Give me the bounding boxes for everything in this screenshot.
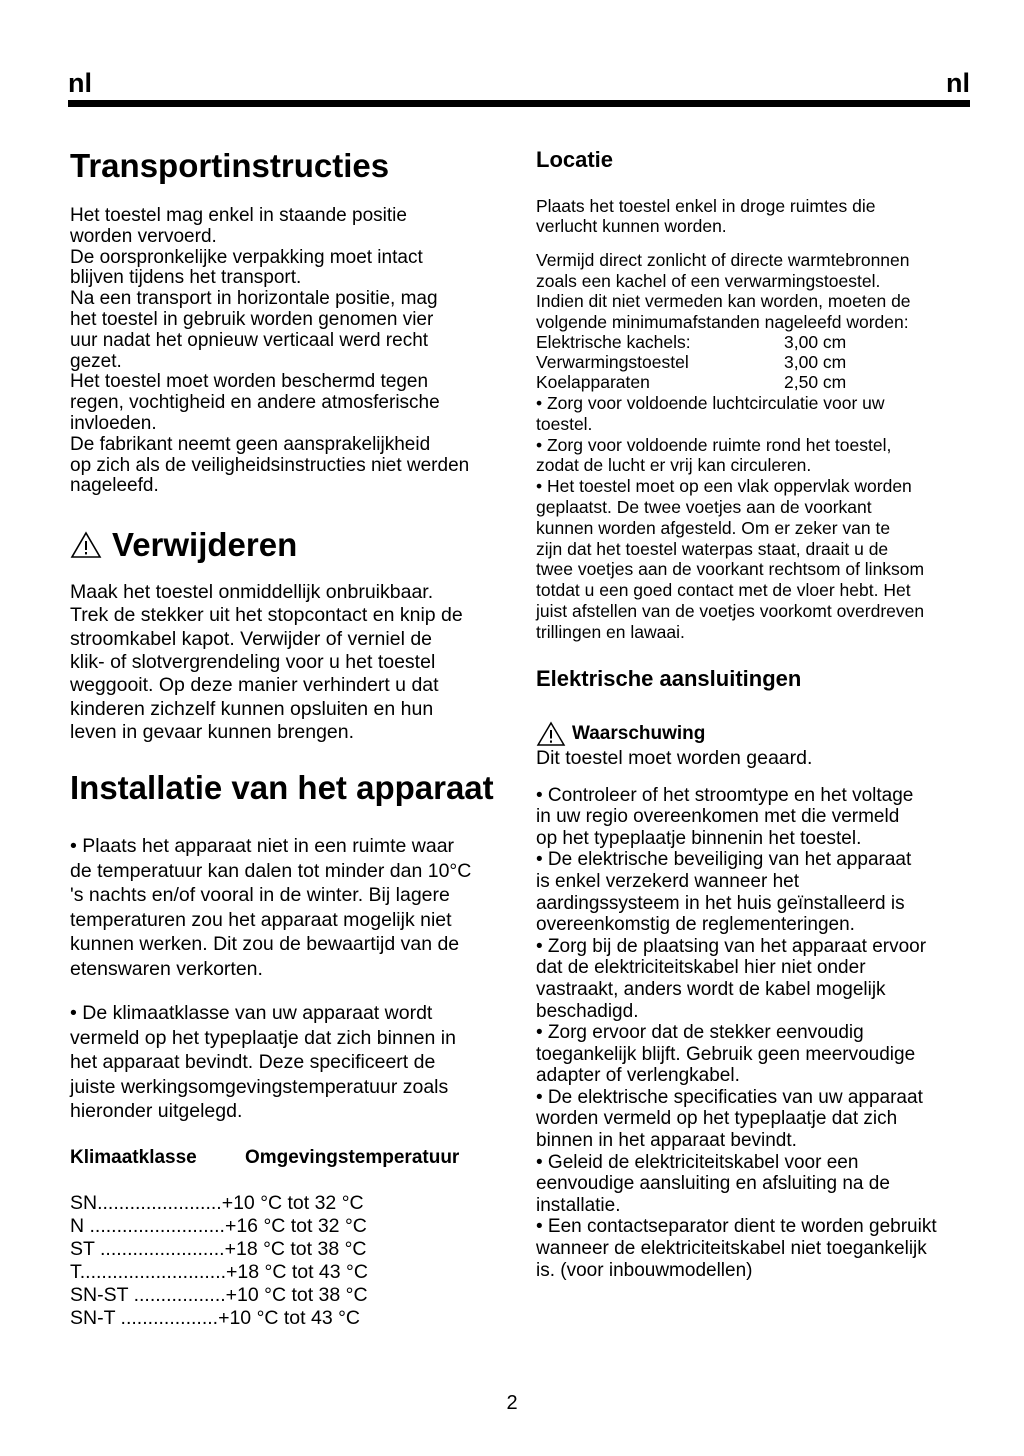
warning-triangle-icon	[70, 531, 102, 559]
climate-row: SN-T ..................+10 °C tot 43 °C	[70, 1306, 360, 1329]
location-text-2: Vermijd direct zonlicht of directe warmtebronnen zoals een kachel of een verwarmingstoestel. Indien dit niet vermeden kan worden, moeten de volgende minimumafstanden nageleefd worden:	[536, 250, 911, 332]
climate-row: ST .......................+18 °C tot 38 °C	[70, 1237, 367, 1260]
distance-row	[536, 332, 976, 352]
climate-header-class: Klimaatklasse	[70, 1146, 197, 1168]
warning-title: Waarschuwing	[572, 722, 706, 744]
install-bullet-2: • De klimaatklasse van uw apparaat wordt vermeld op het typeplaatje dat zich binnen in het apparaat bevindt. Deze specificeert de juiste werkingsomgevingstemperatuur zoals hieronder uitgelegd.	[70, 1002, 456, 1123]
warning-text: Dit toestel moet worden geaard.	[536, 746, 813, 769]
distance-name: Verwarmingstoestel	[536, 352, 689, 372]
transport-text: Het toestel mag enkel in staande positie worden vervoerd. De oorspronkelijke verpakking moet intact blijven tijdens het transport. Na een transport in horizontale positie, mag het toestel in gebruik worden genomen vier uur nadat het opnieuw verticaal werd recht gezet. Het toestel moet worden beschermd tegen regen, vochtigheid en andere atmosferische invloeden. De fabrikant neemt geen aansprakelijkheid op zich als de veiligheidsinstructies niet werden nageleefd.	[70, 205, 470, 497]
warning-triangle-icon	[536, 721, 566, 747]
header-lang-left: nl	[68, 68, 92, 98]
climate-row: N .........................+16 °C tot 32 °C	[70, 1214, 367, 1237]
remove-text: Maak het toestel onmiddellijk onbruikbaar. Trek de stekker uit het stopcontact en knip de stroomkabel kapot. Verwijder of verniel de klik- of slotvergrendeling voor u het toestel weggooit. Op deze manier verhindert u dat kinderen zichzelf kunnen opsluiten en hun leven in gevaar kunnen brengen.	[70, 581, 463, 743]
location-text-1: Plaats het toestel enkel in droge ruimtes die verlucht kunnen worden.	[536, 196, 876, 236]
right-column	[536, 140, 976, 1281]
distance-value: 3,00 cm	[784, 352, 847, 372]
install-title: Installatie van het apparaat	[70, 769, 494, 807]
climate-row: SN.......................+10 °C tot 32 °C	[70, 1191, 364, 1214]
distance-value: 3,00 cm	[784, 332, 847, 352]
climate-row: SN-ST .................+10 °C tot 38 °C	[70, 1283, 368, 1306]
left-column	[70, 140, 510, 1330]
warning-heading	[536, 721, 976, 747]
install-bullet-1: • Plaats het apparaat niet in een ruimte waar de temperatuur kan dalen tot minder dan 10°C 's nachts en/of vooral in de winter. Bij lagere temperaturen zou het apparaat mogelijk niet kunnen werken. Dit zou de bewaartijd van de etenswaren verkorten.	[70, 835, 472, 980]
page-number: 2	[506, 1392, 518, 1414]
distance-name: Elektrische kachels:	[536, 332, 691, 352]
climate-row: T...........................+18 °C tot 43 °C	[70, 1260, 368, 1283]
header-rule	[68, 100, 970, 107]
transport-title: Transportinstructies	[70, 147, 390, 184]
electrical-bullets: • Controleer of het stroomtype en het voltage in uw regio overeenkomen met die vermeld op het typeplaatje binnenin het toestel. • De elektrische beveiliging van het apparaat is enkel verzekerd wanneer het aardingssysteem in het huis geïnstalleerd is overeenkomstig de reglementeringen. • Zorg bij de plaatsing van het apparaat ervoor dat de elektriciteitskabel hier niet onder vastraakt, anders wordt de kabel mogelijk beschadigd. • Zorg ervoor dat de stekker eenvoudig toegankelijk blijft. Gebruik geen meervoudige adapter of verlengkabel. • De elektrische specificaties van uw apparaat worden vermeld op het typeplaatje dat zich binnen in het apparaat bevindt. • Geleid de elektriciteitskabel voor een eenvoudige aansluiting en afsluiting na de installatie. • Een contactseparator dient te worden gebruikt wanneer de elektriciteitskabel niet toegankelijk is. (voor inbouwmodellen)	[536, 784, 937, 1281]
distance-row	[536, 352, 976, 372]
location-title: Locatie	[536, 147, 614, 172]
distance-table	[536, 332, 976, 392]
distance-value: 2,50 cm	[784, 372, 847, 392]
distance-name: Koelapparaten	[536, 372, 650, 392]
electrical-title: Elektrische aansluitingen	[536, 665, 802, 691]
remove-heading	[70, 525, 510, 565]
remove-title: Verwijderen	[112, 526, 298, 564]
location-bullets: • Zorg voor voldoende luchtcirculatie voor uw toestel. • Zorg voor voldoende ruimte rond het toestel, zodat de lucht er vrij kan circuleren. • Het toestel moet op een vlak oppervlak worden geplaatst. De twee voetjes aan de voorkant kunnen worden afgesteld. Om er zeker van te zijn dat het toestel waterpas staat, draait u de twee voetjes aan de voorkant rechtsom of linksom totdat u een goed contact met de vloer hebt. Het juist afstellen van de voetjes voorkomt overdreven trillingen en lawaai.	[536, 393, 925, 642]
header-lang-right: nl	[946, 68, 970, 98]
climate-table	[70, 1192, 510, 1330]
climate-header-temp: Omgevingstemperatuur	[245, 1146, 460, 1168]
distance-row	[536, 372, 976, 392]
climate-table-header	[70, 1146, 510, 1170]
